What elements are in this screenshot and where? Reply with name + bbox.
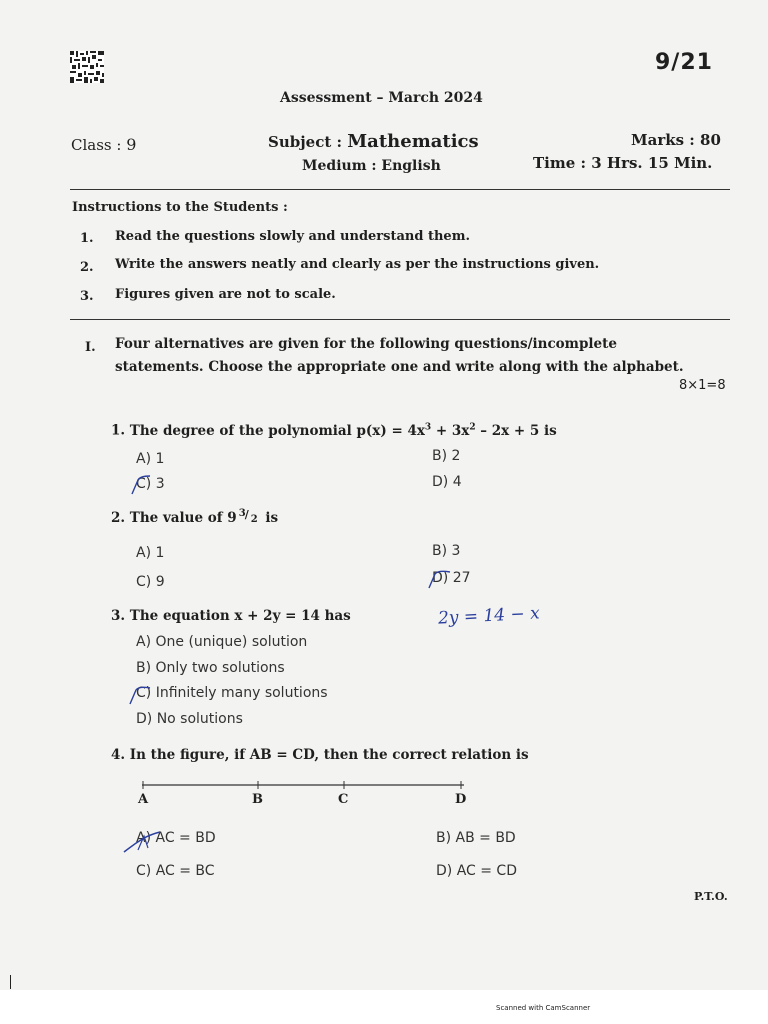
total-marks: Marks : 80 [631, 131, 721, 149]
option-a: A) AC = BD [136, 830, 216, 846]
option-b: B) 3 [432, 543, 461, 559]
option-b: B) Only two solutions [136, 660, 285, 676]
paper-code: 9/21 [655, 50, 713, 75]
medium-info: Medium : English [302, 158, 441, 174]
class-label: Class : [71, 136, 127, 154]
answer-tick-mark [128, 684, 152, 706]
handwritten-note: 2y = 14 − x [437, 603, 541, 629]
instruction-text: Read the questions slowly and understand them. [115, 229, 470, 244]
question-stem: The equation x + 2y = 14 has [129, 608, 351, 624]
scan-edge-mark [10, 975, 11, 989]
assessment-title: Assessment – March 2024 [280, 90, 483, 106]
option-a: A) 1 [136, 545, 165, 561]
option-c: C) 9 [136, 574, 165, 590]
question-stem: The value of 9 3 / 2 is [129, 508, 279, 526]
option-c: C) Infinitely many solutions [136, 685, 328, 701]
option-a: A) One (unique) solution [136, 634, 308, 650]
option-c: C) 3 [136, 476, 165, 492]
question-stem: The degree of the polynomial $p(x) = 4x^3 + 3x^2 - 2x + 5$ is [129, 422, 557, 439]
subject-label: Subject : [268, 133, 348, 151]
option-b: B) AB = BD [436, 830, 516, 846]
point-label-b: B [252, 792, 263, 807]
question-stem: In the figure, if AB = CD, then the correct relation is [129, 747, 529, 763]
instruction-text: Write the answers neatly and clearly as per the instructions given. [115, 257, 600, 272]
question-number: 2. [111, 510, 126, 526]
class-value: 9 [126, 135, 137, 154]
question-3 [111, 608, 351, 624]
option-d: D) 4 [432, 474, 462, 490]
instruction-number: 2. [80, 260, 94, 275]
question-number: 1. [111, 422, 126, 439]
instruction-number: 1. [80, 231, 94, 246]
line-segment-figure [138, 778, 468, 792]
scanner-watermark: Scanned with CamScanner [496, 1004, 591, 1012]
section-marks: 8×1=8 [679, 378, 726, 393]
answer-tick-mark [130, 474, 152, 496]
class-info [71, 135, 136, 154]
subject-info [268, 131, 479, 152]
option-b: B) 2 [432, 448, 461, 464]
question-4 [111, 747, 529, 763]
option-d: D) 27 [432, 570, 471, 586]
question-number: 4. [111, 747, 126, 763]
instructions-divider [70, 319, 730, 320]
answer-tick-mark [120, 828, 164, 856]
question-number: 3. [111, 608, 126, 624]
section-number: I. [85, 340, 96, 355]
question-1 [111, 422, 557, 439]
point-label-c: C [338, 792, 349, 807]
header-divider [70, 189, 730, 190]
question-2 [111, 510, 278, 526]
option-a: A) 1 [136, 451, 165, 467]
option-c: C) AC = BC [136, 863, 215, 879]
point-label-d: D [455, 792, 467, 807]
answer-tick-mark [426, 568, 454, 590]
instruction-number: 3. [80, 289, 94, 304]
subject-value: Mathematics [347, 131, 479, 152]
instructions-heading: Instructions to the Students : [72, 200, 288, 215]
option-d: D) AC = CD [436, 863, 517, 879]
point-label-a: A [138, 792, 149, 807]
page-turn-note: P.T.O. [694, 890, 728, 903]
time-info: Time : 3 Hrs. 15 Min. [533, 154, 713, 172]
option-d: D) No solutions [136, 711, 243, 727]
section-instructions: Four alternatives are given for the following questions/incomplete statements. Choose the appropriate one and write along with the alphabet. [115, 336, 684, 375]
qr-code-icon [70, 51, 104, 83]
instruction-text: Figures given are not to scale. [115, 287, 336, 302]
